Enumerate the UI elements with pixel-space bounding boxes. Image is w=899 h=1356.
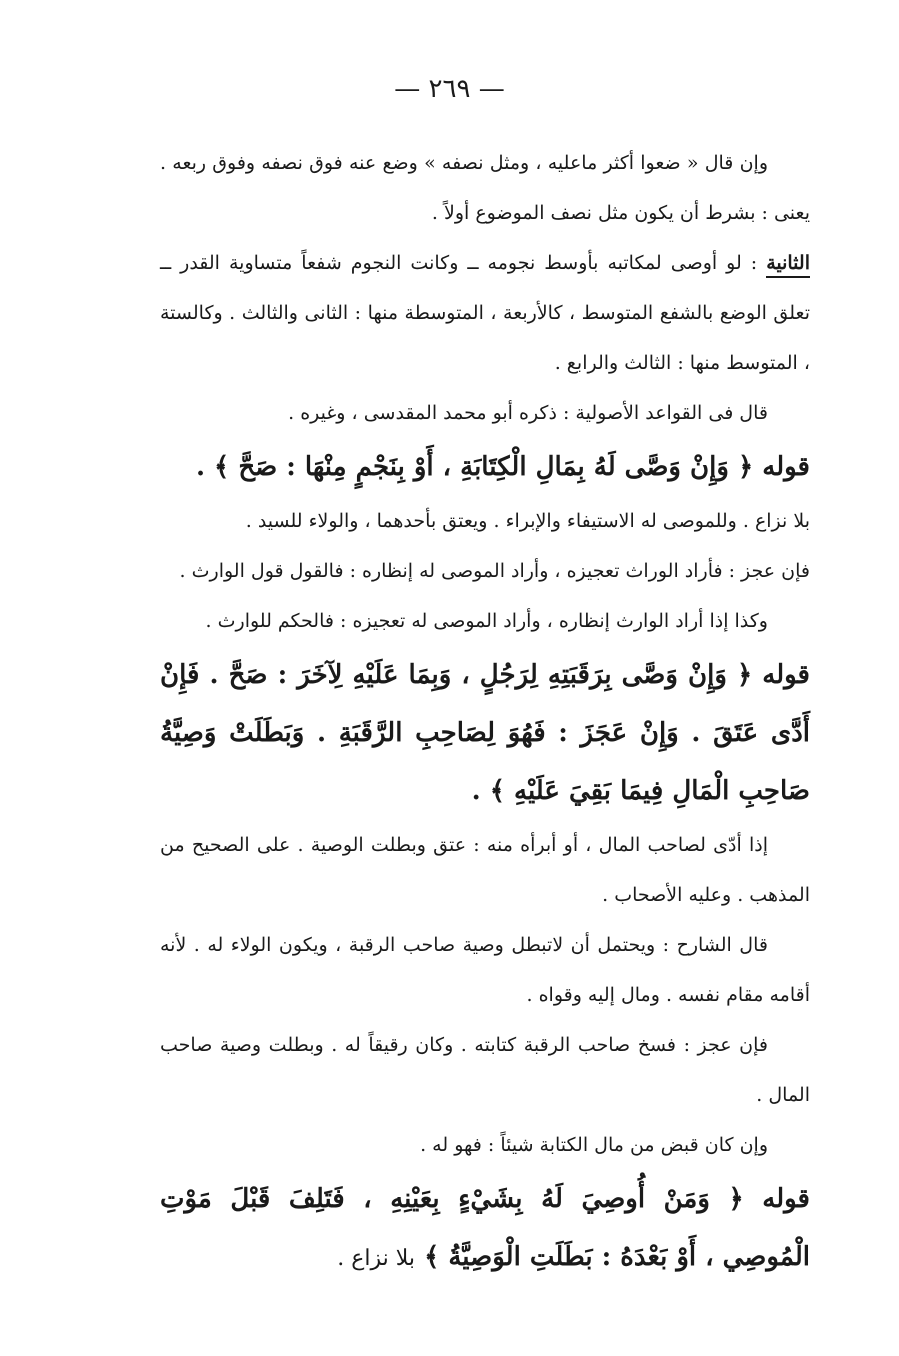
paragraph (160, 238, 810, 388)
paragraph (160, 388, 810, 438)
paragraph-text: بلا نزاع . وللموصى له الاستيفاء والإبراء . ويعتق بأحدهما ، والولاء للسيد . (245, 510, 810, 532)
paragraph-text: وإن كان قبض من مال الكتابة شيئاً : فهو له . (420, 1134, 768, 1156)
paragraph (160, 546, 810, 596)
paragraph (160, 1020, 810, 1120)
paragraph-lead: الثانية (766, 252, 810, 278)
quote-paragraph (160, 1170, 810, 1288)
page-body (160, 138, 810, 1288)
quote-lead: قوله (762, 1184, 810, 1214)
paragraph-text: فإن عجز : فأراد الوراث تعجيزه ، وأراد الموصى له إنظاره : فالقول قول الوارث . (179, 560, 810, 582)
quote-lead: قوله (762, 660, 810, 690)
paragraph-text: فإن عجز : فسخ صاحب الرقبة كتابته . وكان رقيقاً له . وبطلت وصية صاحب المال . (160, 1034, 810, 1106)
quote-tail: بلا نزاع . (337, 1246, 416, 1271)
quote-text: ﴿ وَمَنْ أُوصِيَ لَهُ بِشَيْءٍ بِعَيْنِهِ ، فَتَلِفَ قَبْلَ مَوْتِ الْمُوصِي ، أَوْ بَعْدَهُ : بَطَلَتِ الْوَصِيَّةُ ﴾ (160, 1184, 810, 1272)
paragraph (160, 138, 810, 238)
quote-text: ﴿ وَإِنْ وَصَّى لَهُ بِمَالِ الْكِتَابَةِ ، أَوْ بِنَجْمٍ مِنْهَا : صَحَّ ﴾ . (195, 452, 754, 482)
paragraph (160, 820, 810, 920)
paragraph-text: قال الشارح : ويحتمل أن لاتبطل وصية صاحب الرقبة ، ويكون الولاء له . لأنه أقامه مقام نفسه . ومال إليه وقواه . (160, 934, 810, 1006)
paragraph-text: وكذا إذا أراد الوارث إنظاره ، وأراد الموصى له تعجيزه : فالحكم للوارث . (205, 610, 768, 632)
page-number: — ٢٦٩ — (394, 74, 505, 104)
quote-paragraph (160, 646, 810, 820)
quote-text: ﴿ وَإِنْ وَصَّى بِرَقَبَتِهِ لِرَجُلٍ ، وَبِمَا عَلَيْهِ لِآخَرَ : صَحَّ . فَإِنْ أَدَّى عَتَقَ . وَإِنْ عَجَزَ : فَهُوَ لِصَاحِبِ الرَّقَبَةِ . وَبَطَلَتْ وَصِيَّةُ صَاحِبِ الْمَالِ فِيمَا بَقِيَ عَلَيْهِ ﴾ . (160, 660, 810, 806)
quote-paragraph (160, 438, 810, 496)
paragraph-text: إذا أدّى لصاحب المال ، أو أبرأه منه : عتق وبطلت الوصية . على الصحيح من المذهب . وعليه الأصحاب . (160, 834, 810, 906)
paragraph-text: قال فى القواعد الأصولية : ذكره أبو محمد المقدسى ، وغيره . (288, 402, 768, 424)
paragraph (160, 496, 810, 546)
paragraph (160, 1120, 810, 1170)
paragraph (160, 596, 810, 646)
quote-lead: قوله (762, 452, 810, 482)
paragraph-text: وإن قال « ضعوا أكثر ماعليه ، ومثل نصفه » وضع عنه فوق نصفه وفوق ربعه . يعنى : بشرط أن يكون مثل نصف الموضوع أولاً . (160, 152, 810, 224)
paragraph-text: : لو أوصى لمكاتبه بأوسط نجومه ــ وكانت النجوم شفعاً متساوية القدر ــ تعلق الوضع بالشفع المتوسط ، كالأربعة ، المتوسطة منها : الثانى والثالث . وكالستة ، المتوسط منها : الثالث والرابع . (160, 252, 810, 374)
paragraph (160, 920, 810, 1020)
